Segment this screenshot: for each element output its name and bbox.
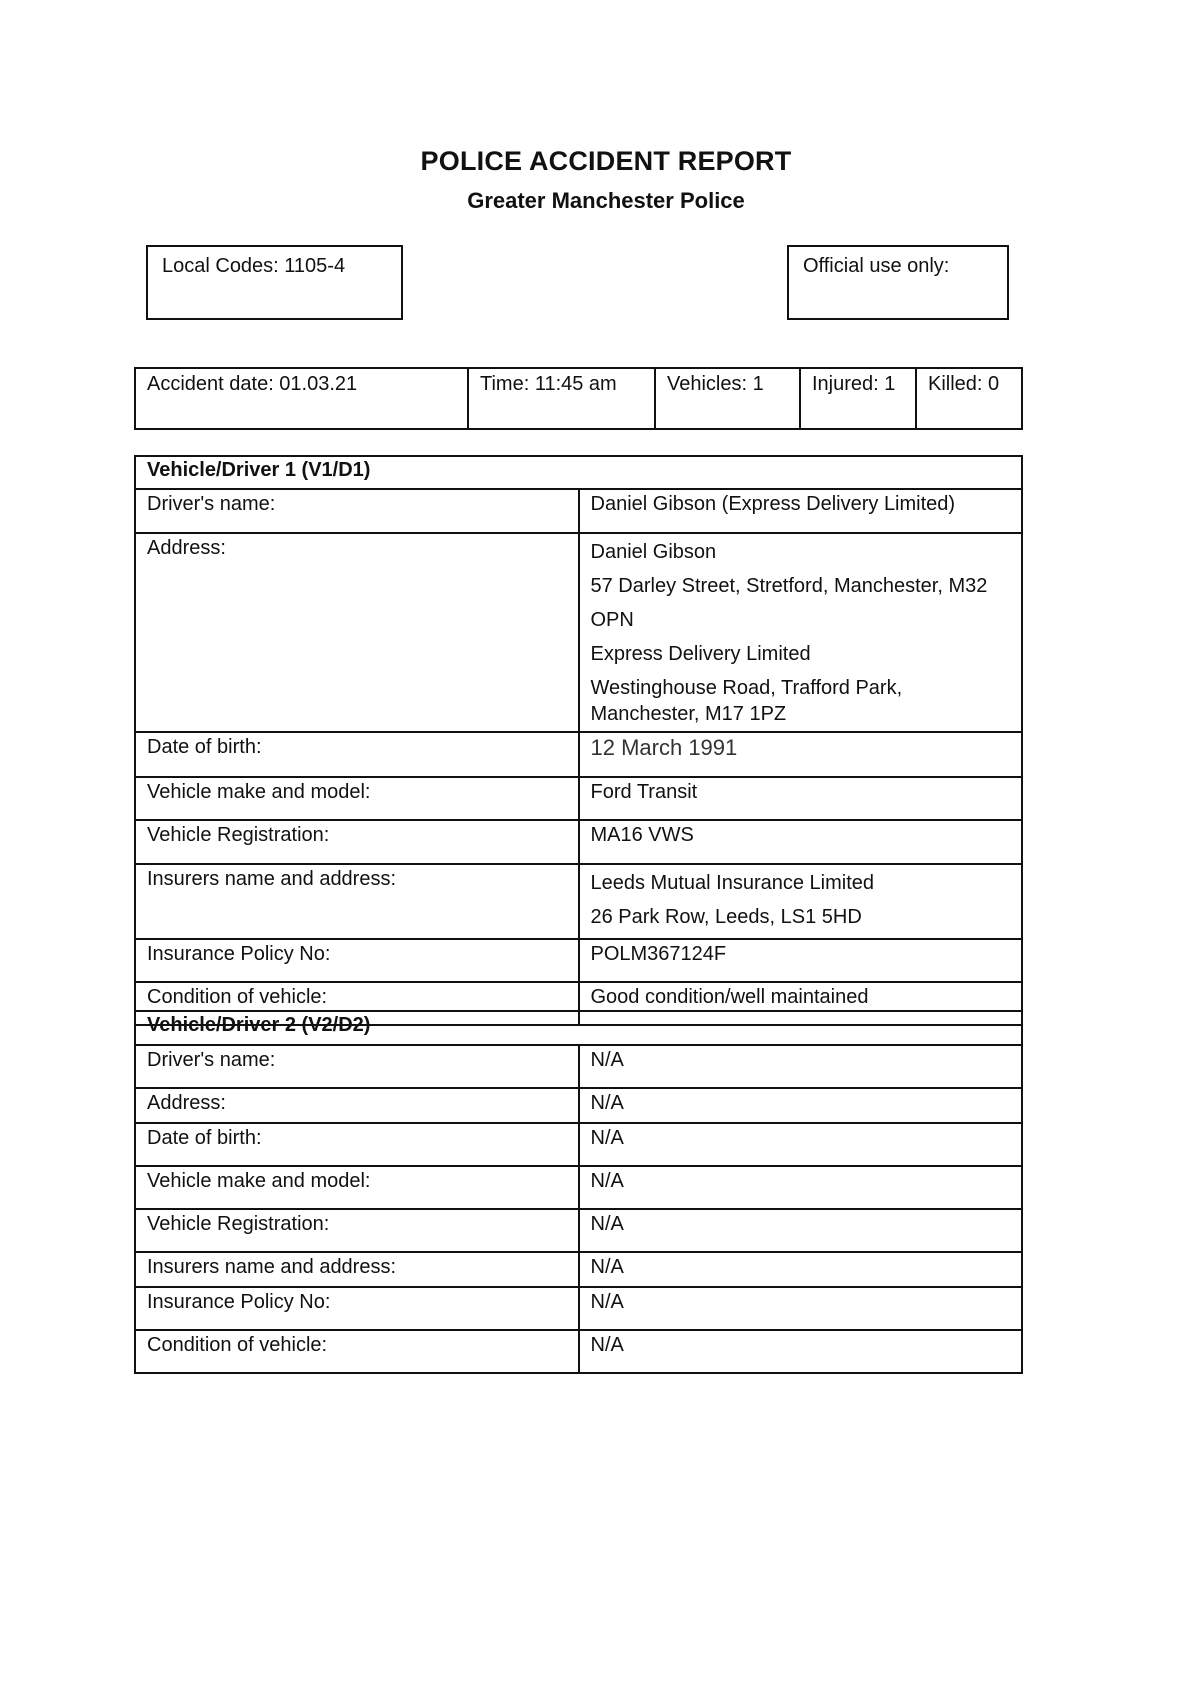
v1-dob-text: 12 March 1991: [590, 735, 738, 760]
v1-address-label: Address:: [135, 533, 579, 732]
v1-policy-value: POLM367124F: [579, 939, 1023, 982]
v2-policy-label: Insurance Policy No:: [135, 1287, 579, 1330]
v1-drivers-name-value: Daniel Gibson (Express Delivery Limited): [579, 489, 1023, 533]
v2-insurers-label: Insurers name and address:: [135, 1252, 579, 1287]
v1-registration-value: MA16 VWS: [579, 820, 1023, 864]
v2-condition-value: N/A: [579, 1330, 1023, 1373]
v2-address-value: N/A: [579, 1088, 1023, 1123]
local-codes-box: [146, 245, 403, 320]
v1-insurers-label: Insurers name and address:: [135, 864, 579, 939]
v1-policy-label: Insurance Policy No:: [135, 939, 579, 982]
v2-registration-label: Vehicle Registration:: [135, 1209, 579, 1252]
time-cell: Time: 11:45 am: [469, 369, 656, 428]
official-use-box: [787, 245, 1009, 320]
v1-insurer-line: Leeds Mutual Insurance Limited: [590, 872, 874, 894]
v1-make-model-value: Ford Transit: [579, 777, 1023, 820]
v2-dob-label: Date of birth:: [135, 1123, 579, 1166]
v1-address-line: Express Delivery Limited: [590, 643, 811, 665]
v1-address-line: 57 Darley Street, Stretford, Manchester, M32 OPN: [590, 575, 988, 631]
v2-address-label: Address:: [135, 1088, 579, 1123]
v2-drivers-name-label: Driver's name:: [135, 1045, 579, 1088]
v2-condition-label: Condition of vehicle:: [135, 1330, 579, 1373]
injured-cell: Injured: 1: [801, 369, 917, 428]
v2-insurers-value: N/A: [579, 1252, 1023, 1287]
v2-drivers-name-value: N/A: [579, 1045, 1023, 1088]
accident-summary-table: [134, 367, 1023, 430]
vehicles-cell: Vehicles: 1: [656, 369, 801, 428]
vehicle-driver-1-table: [134, 455, 1023, 1026]
killed-cell: Killed: 0: [928, 373, 1000, 395]
v2-registration-value: N/A: [579, 1209, 1023, 1252]
v2-dob-value: N/A: [579, 1123, 1023, 1166]
v1-make-model-label: Vehicle make and model:: [135, 777, 579, 820]
v1-dob-label: Date of birth:: [135, 732, 579, 777]
local-codes-text: Local Codes: 1105-4: [162, 255, 346, 277]
v2-policy-value: N/A: [579, 1287, 1023, 1330]
report-subtitle: Greater Manchester Police: [467, 188, 745, 213]
v1-condition-value: Good condition/well maintained: [579, 982, 1023, 1025]
v2-make-model-label: Vehicle make and model:: [135, 1166, 579, 1209]
vehicle-driver-2-table: [134, 1010, 1023, 1374]
v1-address-line: Westinghouse Road, Trafford Park, Manchester, M17 1PZ: [590, 677, 903, 725]
report-title: POLICE ACCIDENT REPORT: [420, 146, 792, 176]
v1-address-line: Daniel Gibson: [590, 541, 717, 563]
vehicle2-heading: Vehicle/Driver 2 (V2/D2): [135, 1011, 1022, 1045]
v1-condition-label: Condition of vehicle:: [135, 982, 579, 1025]
v1-address-value: [579, 533, 1023, 732]
v1-drivers-name-label: Driver's name:: [135, 489, 579, 533]
official-use-text: Official use only:: [803, 255, 950, 277]
vehicle1-heading: Vehicle/Driver 1 (V1/D1): [135, 456, 1022, 489]
accident-date-cell: Accident date: 01.03.21: [136, 369, 469, 428]
v1-insurers-value: [579, 864, 1023, 939]
v1-insurer-line: 26 Park Row, Leeds, LS1 5HD: [590, 906, 862, 928]
v1-dob-value: [579, 732, 1023, 777]
v1-registration-label: Vehicle Registration:: [135, 820, 579, 864]
v2-make-model-value: N/A: [579, 1166, 1023, 1209]
